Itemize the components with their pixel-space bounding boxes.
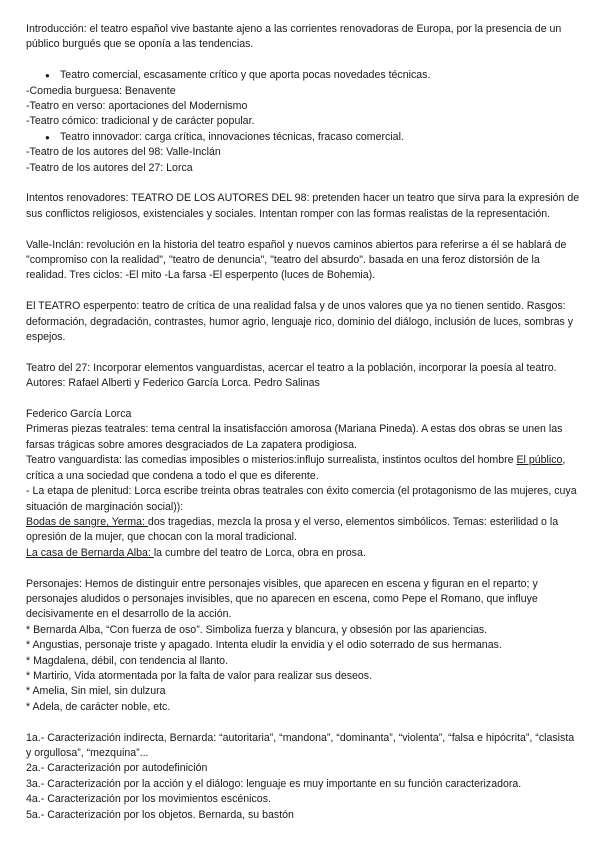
intro-paragraph: Introducción: el teatro español vive bastante ajeno a las corrientes renovadoras de Europa, por la presencia de un público burgués que se oponía a las tendencias.	[26, 23, 562, 51]
lorca-vanguardia	[26, 453, 582, 484]
caracterizacion-item: 2a.- Caracterización por autodefinición	[26, 762, 208, 775]
text-span: , crítica a una sociedad que condena a todo el que es diferente.	[26, 454, 566, 482]
character-item: * Angustias, personaje triste y apagado. Intenta eludir la envidia y el odio soterrado de sus hermanas.	[26, 639, 502, 652]
list-item: -Teatro de los autores del 27: Lorca	[26, 161, 193, 174]
lorca-primeras: Primeras piezas teatrales: tema central la insatisfacción amorosa (Mariana Pineda). A estas dos obras se unen las farsas trágicas sobre amores desgraciados de La zapatera prodigiosa.	[26, 423, 563, 451]
document-page	[26, 22, 582, 823]
text-span: dos tragedias, mezcla la prosa y el verso, elementos simbólicos. Temas: esterilidad o la opresión de la mujer, que chocan con la moral tradicional.	[26, 515, 559, 544]
esperpento-paragraph: El TEATRO esperpento: teatro de crítica de una realidad falsa y de unos valores que ya no tienen sentido. Rasgos: deformación, degradación, contrastes, humor agrio, lenguaje rico, dominio del diálogo, inclusión de luces, sombras y espejos.	[26, 300, 574, 344]
lorca-casa	[26, 546, 582, 561]
caracterizacion-item: 1a.- Caracterización indirecta, Bernarda: “autoritaria”, “mandona”, “dominanta”, “violenta”, “falsa e hipócrita”, “clasista y orgullosa”, “mezquina”...	[26, 731, 575, 759]
lorca-plenitud: - La etapa de plenitud: Lorca escribe treinta obras teatrales con éxito comercia (el protagonismo de las mujeres, cuya situación de marginación social)):	[26, 485, 577, 513]
lorca-title: Federico García Lorca	[26, 408, 132, 421]
underlined-title: El público	[516, 454, 563, 467]
valle-paragraph: Valle-Inclán: revolución en la historia del teatro español y nuevos caminos abiertos para referirse a él se hablará de "compromiso con la realidad", "teatro de denuncia", "teatro del absurdo". basada en una feroz distorsión de la realidad. Tres ciclos: -El mito -La farsa -El esperpento (luces de Bohemia).	[26, 238, 567, 282]
caracterizacion-item: 5a.- Caracterización por los objetos. Bernarda, su bastón	[26, 808, 294, 821]
text-span: la cumbre del teatro de Lorca, obra en prosa.	[153, 546, 366, 559]
caracterizacion-item: 4a.- Caracterización por los movimientos escénicos.	[26, 793, 271, 806]
bullet-teatro-comercial: ● Teatro comercial, escasamente crítico y que aporta pocas novedades técnicas.	[26, 68, 582, 83]
underlined-title: La casa de Bernarda Alba:	[26, 546, 154, 559]
list-item: -Teatro cómico: tradicional y de carácter popular.	[26, 115, 255, 128]
list-item: -Comedia burguesa: Benavente	[26, 84, 176, 97]
list-item: -Teatro en verso: aportaciones del Modernismo	[26, 100, 248, 113]
underlined-title: Bodas de sangre, Yerma:	[26, 515, 148, 528]
character-item: * Martirio, Vida atormentada por la falta de valor para realizar sus deseos.	[26, 669, 373, 682]
caracterizacion-item: 3a.- Caracterización por la acción y el diálogo: lenguaje es muy importante en su función caracterizadora.	[26, 777, 522, 790]
personajes-paragraph: Personajes: Hemos de distinguir entre personajes visibles, que aparecen en escena y figuran en el reparto; y personajes aludidos o personajes invisibles, que no aparecen en escena, como Pepe el Romano, que influye decisivamente en el desarrollo de la acción.	[26, 577, 538, 621]
character-item: * Bernarda Alba, “Con fuerza de oso”. Simboliza fuerza y blancura, y obsesión por las apariencias.	[26, 623, 488, 636]
character-item: * Magdalena, débil, con tendencia al llanto.	[26, 654, 229, 667]
lorca-bodas	[26, 515, 582, 546]
intentos-paragraph: Intentos renovadores: TEATRO DE LOS AUTORES DEL 98: pretenden hacer un teatro que sirva para la expresión de sus conflictos religiosos, existenciales y sociales. Intentan romper con las formas realistas de la representación.	[26, 192, 580, 220]
teatro27-paragraph: Teatro del 27: Incorporar elementos vanguardistas, acercar el teatro a la población, incorporar la poesía al teatro. Autores: Rafael Alberti y Federico García Lorca. Pedro Salinas	[26, 361, 557, 390]
character-item: * Amelia, Sin miel, sin dulzura	[26, 685, 166, 698]
bullet-teatro-innovador: ● Teatro innovador: carga crítica, innovaciones técnicas, fracaso comercial.	[26, 130, 582, 145]
character-item: * Adela, de carácter noble, etc.	[26, 700, 171, 713]
text-span: Teatro vanguardista: las comedias imposibles o misterios:influjo surrealista, instintos ocultos del hombre	[26, 454, 517, 467]
list-item: -Teatro de los autores del 98: Valle-Inclán	[26, 146, 221, 159]
